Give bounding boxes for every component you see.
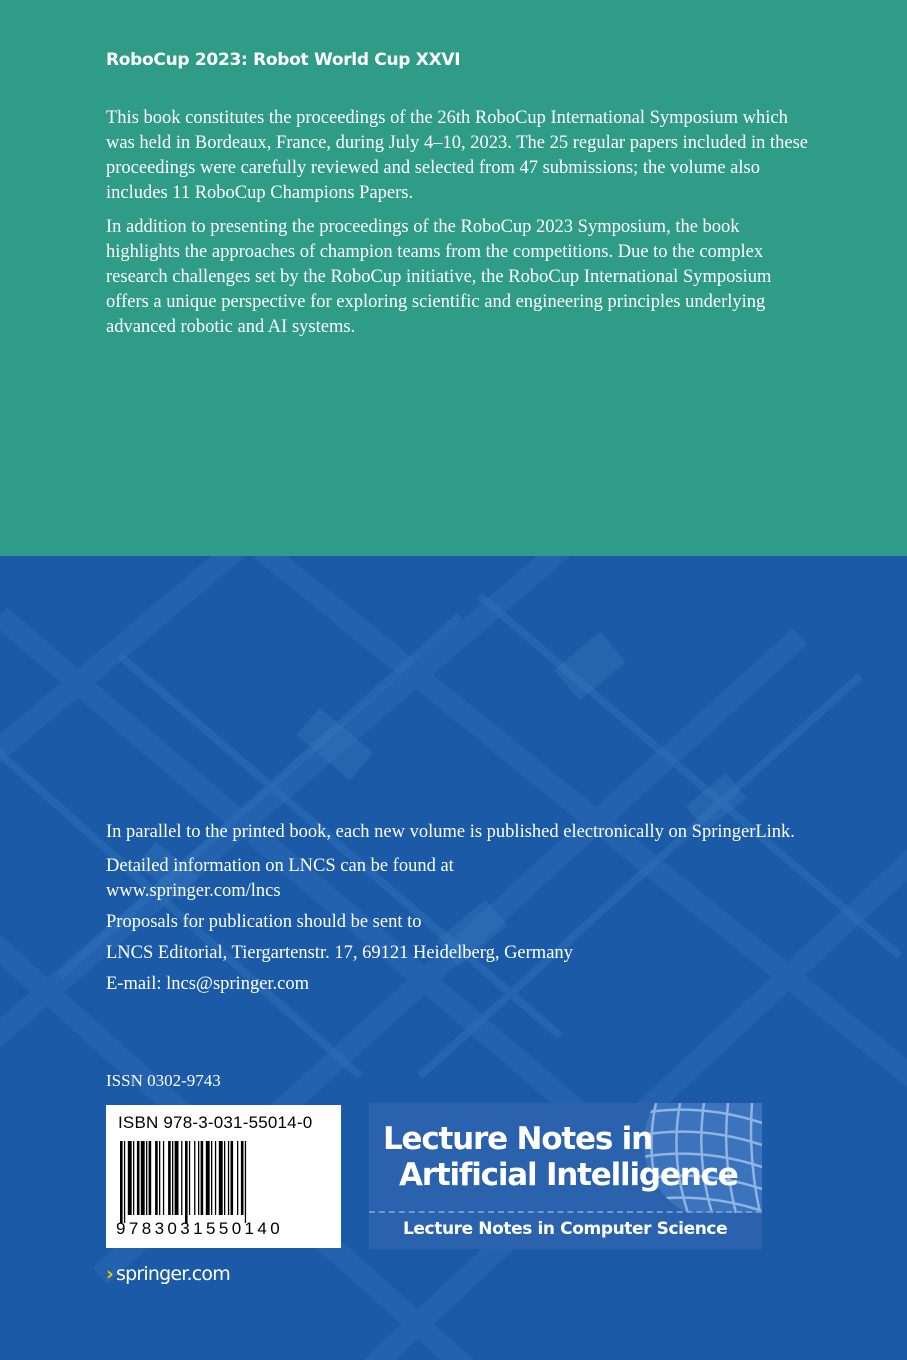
barcode-bar [228, 1141, 229, 1215]
publisher-info [106, 820, 806, 997]
barcode-bar [120, 1141, 123, 1223]
barcode-bar [241, 1141, 244, 1215]
springer-link[interactable] [106, 1263, 230, 1285]
barcode-bar [181, 1141, 182, 1215]
series-divider [369, 1211, 762, 1213]
barcode-bar [163, 1141, 164, 1215]
barcode-bar [231, 1141, 234, 1215]
barcode-bar [168, 1141, 171, 1215]
barcode-bar [219, 1141, 223, 1215]
barcode-bar [149, 1141, 152, 1215]
book-title: RoboCup 2023: Robot World Cup XXVI [106, 50, 461, 70]
blurb-paragraph-2: In addition to presenting the proceedings of the RoboCup 2023 Symposium, the book highlights the approaches of champion teams from the competitions. Due to the complex research challenges set by the RoboCup initiative, the RoboCup International Symposium offers a unique perspective for exploring scientific and engineering principles underlying advanced robotic and AI systems. [106, 217, 772, 337]
barcode-bar [141, 1141, 145, 1215]
springer-chevron-icon: › [106, 1263, 114, 1285]
barcode-digits: 9783031550140 [116, 1219, 284, 1238]
lncs-url: www.springer.com/lncs [106, 881, 281, 901]
barcode-bar [245, 1141, 246, 1223]
barcode-bar [128, 1141, 132, 1215]
barcode-bar [185, 1141, 188, 1223]
barcode-bar [146, 1141, 147, 1215]
barcode-bar [189, 1141, 190, 1215]
isbn-barcode-box [106, 1105, 341, 1248]
barcode-bar [198, 1141, 199, 1215]
book-blurb [106, 106, 818, 349]
barcode-bar [172, 1141, 173, 1215]
barcode-bar [133, 1141, 134, 1215]
barcode-bar [201, 1141, 204, 1215]
series-logo-box [369, 1103, 762, 1249]
barcode-bar [237, 1141, 238, 1215]
blurb-paragraph-1: This book constitutes the proceedings of the 26th RoboCup International Symposium which was held in Bordeaux, France, during July 4–10, 2023. The 25 regular papers included in these proceedings were carefully reviewed and selected from 47 submissions; the volume also includes 11 RoboCup Champions Papers. [106, 108, 808, 203]
barcode-bar [215, 1141, 216, 1215]
series-title-line-2: Artificial Intelligence [399, 1157, 738, 1193]
barcode-bar [124, 1141, 125, 1223]
barcode-bar [211, 1141, 212, 1215]
barcode-bar [137, 1141, 140, 1215]
springer-site: springer.com [116, 1263, 230, 1285]
editorial-email: E-mail: lncs@springer.com [106, 974, 310, 994]
barcode-bar [224, 1141, 225, 1215]
electronic-publication-note: In parallel to the printed book, each new volume is published electronically on SpringerLink. [106, 822, 795, 842]
barcode-bar [206, 1141, 210, 1215]
proposals-note: Proposals for publication should be sent to [106, 912, 422, 932]
barcode-bar [155, 1141, 158, 1215]
issn: ISSN 0302-9743 [106, 1071, 221, 1090]
barcode-bar [159, 1141, 160, 1215]
lncs-info-intro: Detailed information on LNCS can be found at [106, 856, 454, 876]
barcode [118, 1141, 330, 1223]
barcode-bar [194, 1141, 195, 1215]
editorial-address: LNCS Editorial, Tiergartenstr. 17, 69121 Heidelberg, Germany [106, 943, 573, 963]
top-panel [0, 0, 907, 556]
series-subtitle: Lecture Notes in Computer Science [403, 1219, 728, 1239]
series-title-line-1: Lecture Notes in [383, 1121, 652, 1157]
barcode-bar [175, 1141, 179, 1215]
series-title [383, 1121, 738, 1193]
isbn-label: ISBN 978-3-031-55014-0 [118, 1113, 313, 1132]
